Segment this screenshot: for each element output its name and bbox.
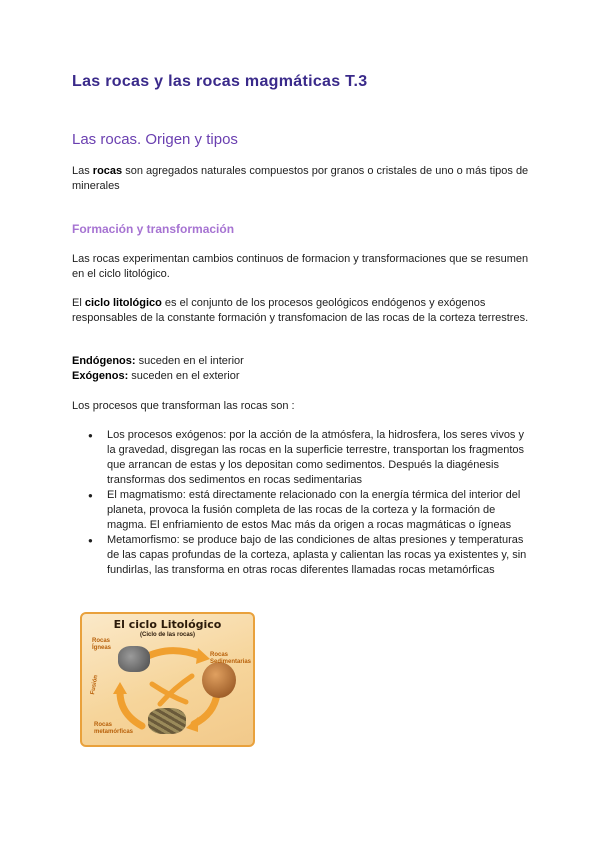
sedimentary-rock-icon [202,662,236,698]
paragraph-cycle-intro: Las rocas experimentan cambios continuos de formacion y transformaciones que se resumen en el ciclo litológico. [72,253,529,280]
para2-bold-term: ciclo litológico [84,297,162,309]
list-item: ● El magmatismo: está directamente relacionado con la energía térmica del interior del planeta, provoca la fusión completa de las rocas de la corteza y la formación de magma. El enfriamiento de estos Mac más da origen a rocas magmáticas o ígneas [72,488,534,533]
metamorphic-rock-icon [148,708,186,734]
figure-title: El ciclo Litológico [113,618,222,631]
label-igneous: Rocas Ígneas [92,638,112,651]
list-item: ● Los procesos exógenos: por la acción de la atmósfera, la hidrosfera, los seres vivos y la gravedad, disgregan las rocas en la superficie terrestre, transportan los fragmentos que arrancan de estas y los depositan como sedimentos. Después la diagénesis transformas dos sedimentos en rocas sedimentarias [72,428,534,488]
list-item: ● Metamorfismo: se produce bajo de las condiciones de altas presiones y temperaturas de las capas profundas de la corteza, aplasta y calientan las rocas ya existentes y, sin fundirlas, las transforma en otras rocas diferentes llamadas rocas metamórficas [72,533,534,578]
definition-text: suceden en el interior [135,355,244,367]
label-metamorphic: Rocas metamórficas [94,722,134,735]
definition-term: Endógenos: [72,355,136,367]
definition-endogenous [72,354,532,369]
subsection-heading: Formación y transformación [72,222,235,236]
intro-suffix: son agregados naturales compuestos por granos o cristales de uno o más tipos de minerales [72,165,529,192]
page-title: Las rocas y las rocas magmáticas T.3 [72,73,368,90]
label-fusion: Fusión [90,674,100,696]
rock-cycle-figure [80,612,255,747]
intro-prefix: Las [72,165,93,177]
para2-prefix: El [72,297,85,309]
para2-suffix: es el conjunto de los procesos geológicos endógenos y exógenos responsables de la constante formación y transfomacion de las rocas de la corteza terrestres. [72,297,529,324]
arrow-head [113,682,127,694]
intro-paragraph [72,164,532,194]
arrow-head [196,648,210,664]
paragraph-cycle-definition [72,296,532,326]
arrow-head [186,717,198,732]
process-list [72,428,534,578]
definitions-block [72,354,532,384]
igneous-rock-icon [118,646,150,672]
arrow-top [142,651,200,659]
list-intro: Los procesos que transforman las rocas son : [72,400,295,412]
section-heading: Las rocas. Origen y tipos [72,131,238,148]
definition-exogenous [72,369,532,384]
label-sedimentary: Rocas Sedimentarias [210,652,252,665]
intro-bold-term: rocas [92,165,123,177]
definition-text: suceden en el exterior [128,370,240,382]
arrow-left [120,692,142,726]
figure-subtitle: (Ciclo de las rocas) [139,632,196,638]
definition-term: Exógenos: [72,370,129,382]
